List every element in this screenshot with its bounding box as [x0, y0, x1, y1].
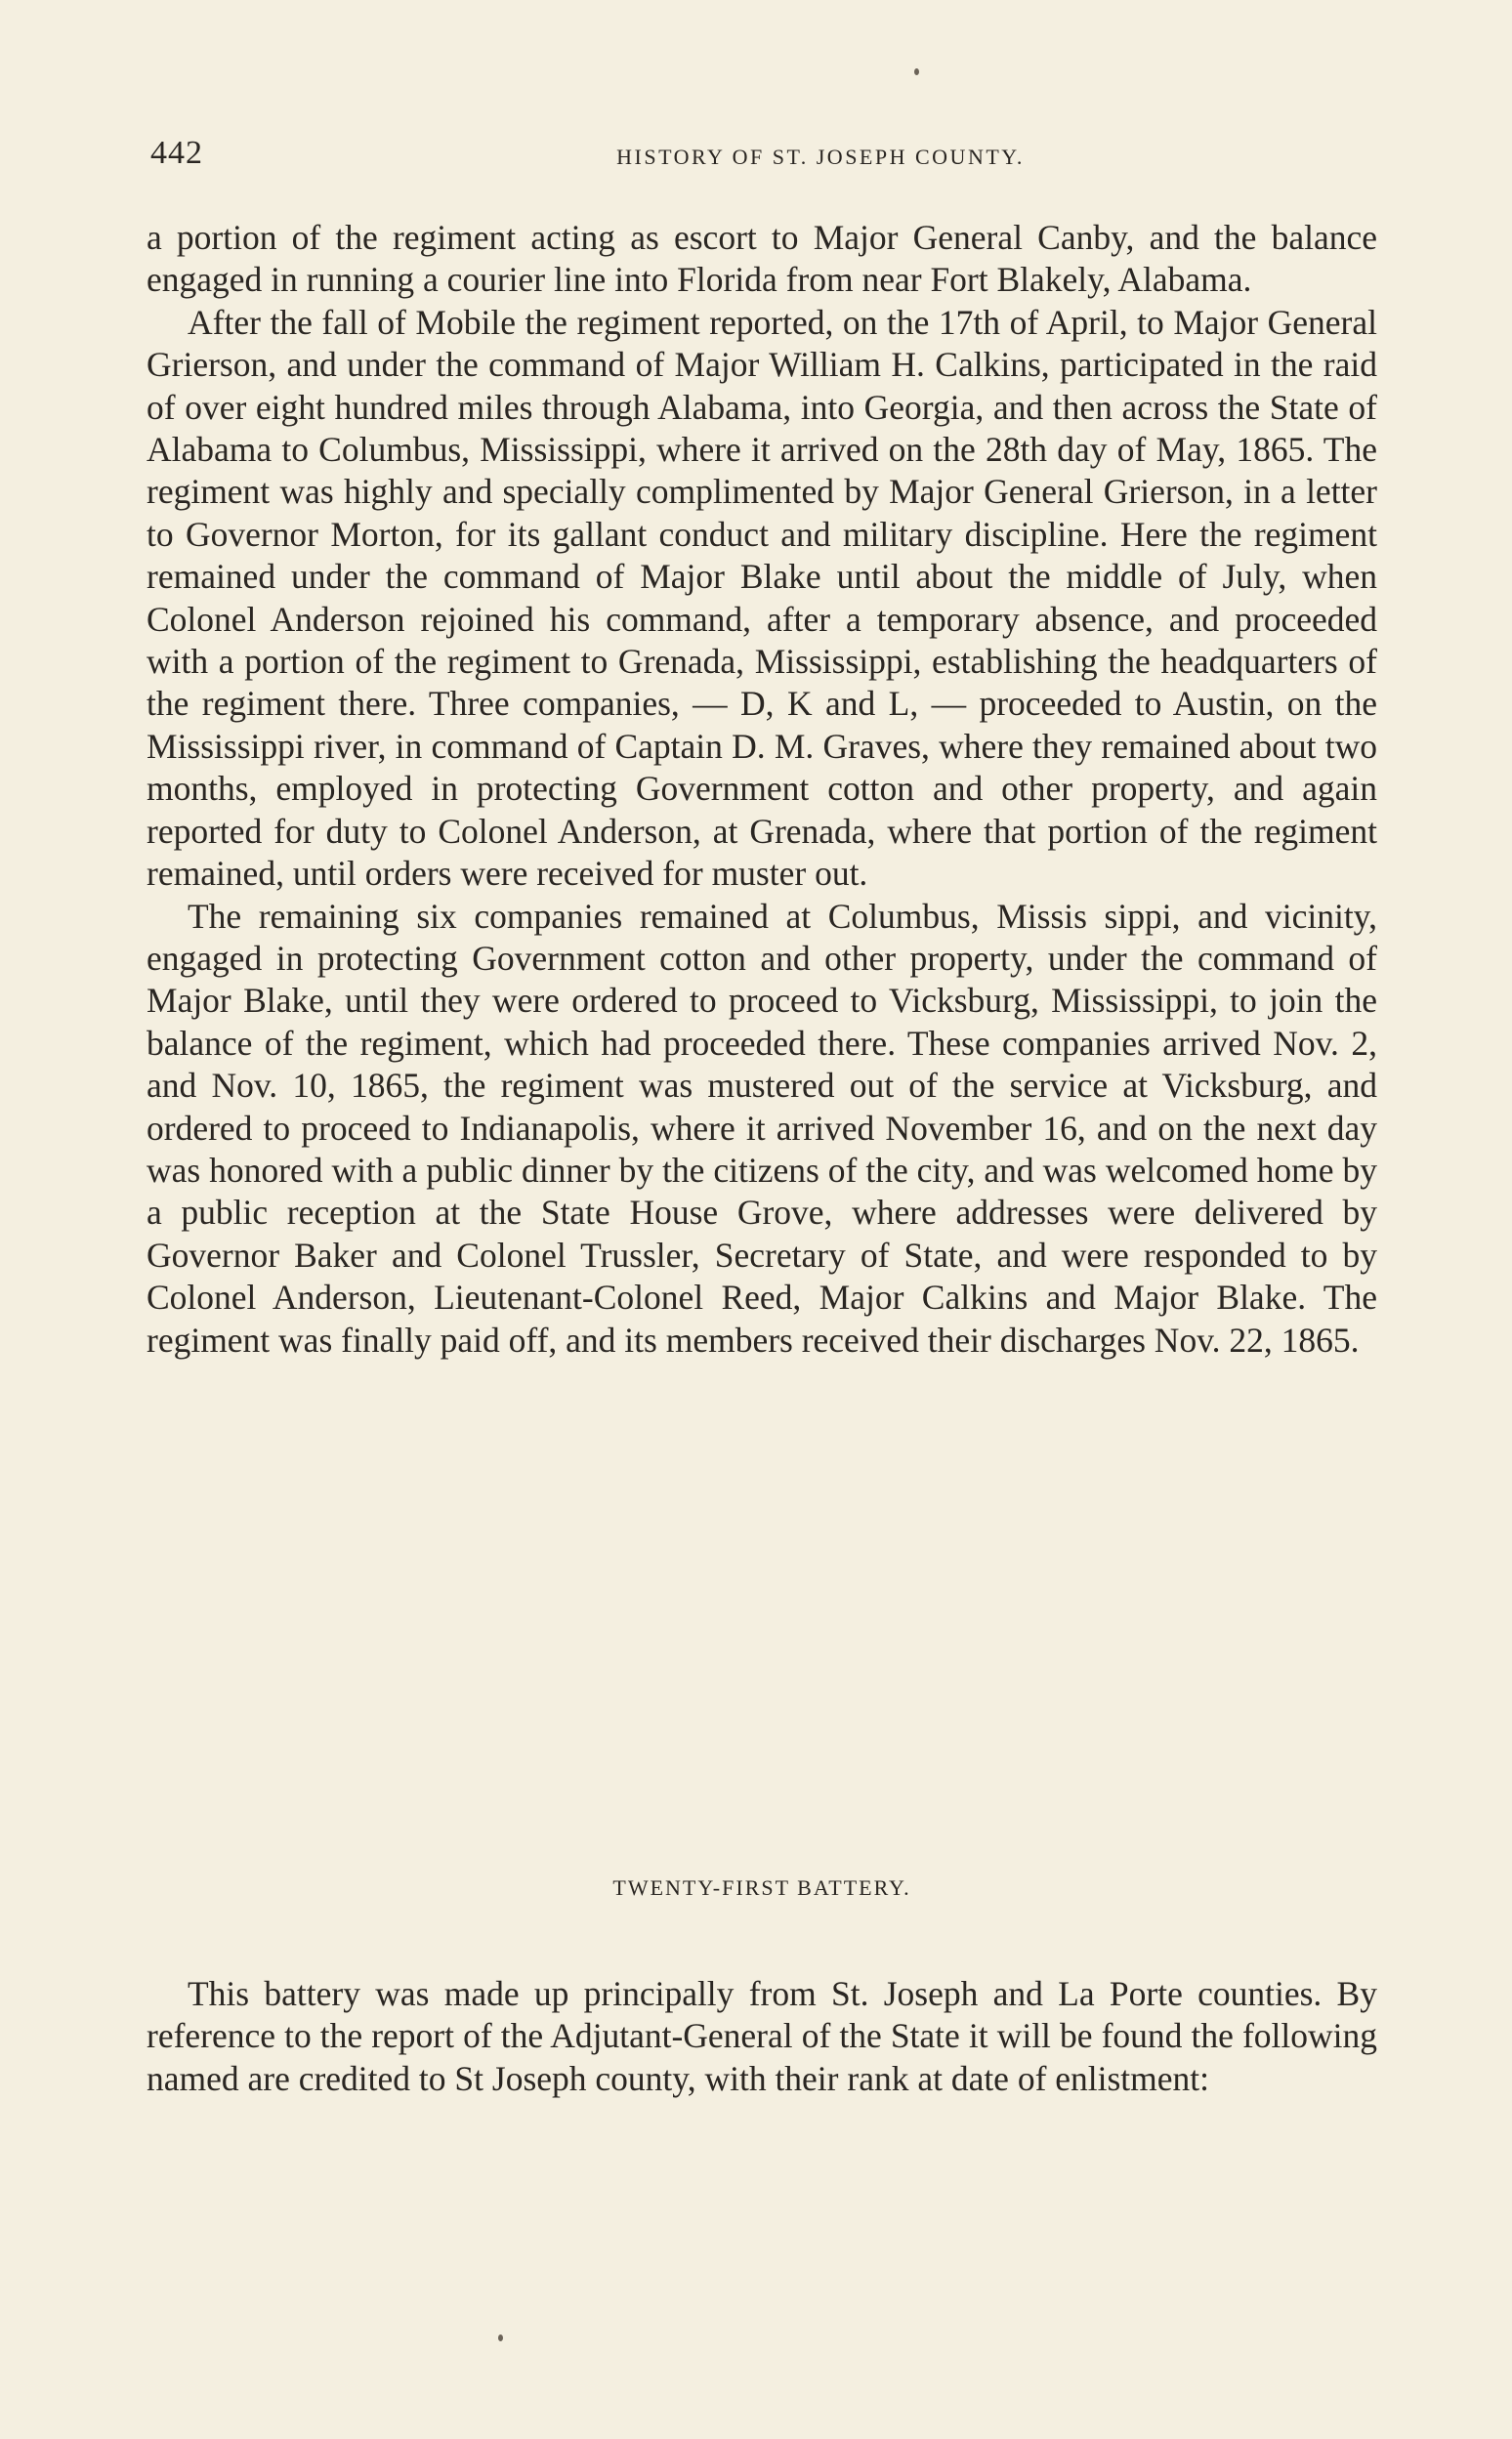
page-number: 442 — [150, 135, 203, 171]
paragraph-battery: This battery was made up principally from St. Joseph and La Porte counties. By reference to the report of the Adjutant-General of the State it will be found the following named are credited to St Joseph county, with their rank at date of enlistment: — [147, 1974, 1377, 2098]
section-body — [147, 1973, 1377, 2100]
ink-speck — [498, 2334, 503, 2341]
paragraph-mobile-raid: After the fall of Mobile the regiment reported, on the 17th of April, to Major General Grierson, and under the command of Major William H. Calkins, participated in the raid of over eight hundred miles through Alabama, into Georgia, and then across the State of Alabama to Columbus, Mississippi, where it arrived on the 28th day of May, 1865. The regiment was highly and specially complimented by Major General Grierson, in a letter to Governor Morton, for its gallant conduct and military discipline. Here the regiment remained under the command of Major Blake until about the middle of July, when Colonel Anderson rejoined his command, after a temporary absence, and proceeded with a portion of the regiment to Grenada, Mississippi, establishing the headquarters of the regiment there. Three companies, — D, K and L, — proceeded to Austin, on the Mississippi river, in command of Captain D. M. Graves, where they remained about two months, employed in protecting Government cotton and other property, and again reported for duty to Colonel Anderson, at Grenada, where that portion of the regiment remained, until orders were received for muster out. — [147, 302, 1377, 894]
paragraph-continuation: a portion of the regiment acting as escort to Major General Canby, and the balance engaged in running a courier line into Florida from near Fort Blakely, Alabama. — [147, 218, 1377, 300]
paragraph-muster-out: The remaining six companies remained at Columbus, Missis sippi, and vicinity, engaged in protecting Government cotton and other property, under the command of Major Blake, until they were ordered to proceed to Vicksburg, Mississippi, to join the balance of the regiment, which had proceeded there. These companies arrived Nov. 2, and Nov. 10, 1865, the regiment was mustered out of the service at Vicksburg, and ordered to proceed to Indianapolis, where it arrived November 16, and on the next day was honored with a public dinner by the citizens of the city, and was welcomed home by a public reception at the State House Grove, where addresses were delivered by Governor Baker and Colonel Trussler, Secretary of State, and were responded to by Colonel Anderson, Lieutenant-Colonel Reed, Major Calkins and Major Blake. The regiment was finally paid off, and its members received their discharges Nov. 22, 1865. — [147, 896, 1377, 1360]
ink-speck — [914, 68, 919, 75]
body-text — [147, 217, 1377, 1362]
running-title: HISTORY OF ST. JOSEPH COUNTY. — [616, 145, 1025, 169]
page-header — [147, 135, 1377, 184]
section-heading: TWENTY-FIRST BATTERY. — [612, 1875, 911, 1900]
